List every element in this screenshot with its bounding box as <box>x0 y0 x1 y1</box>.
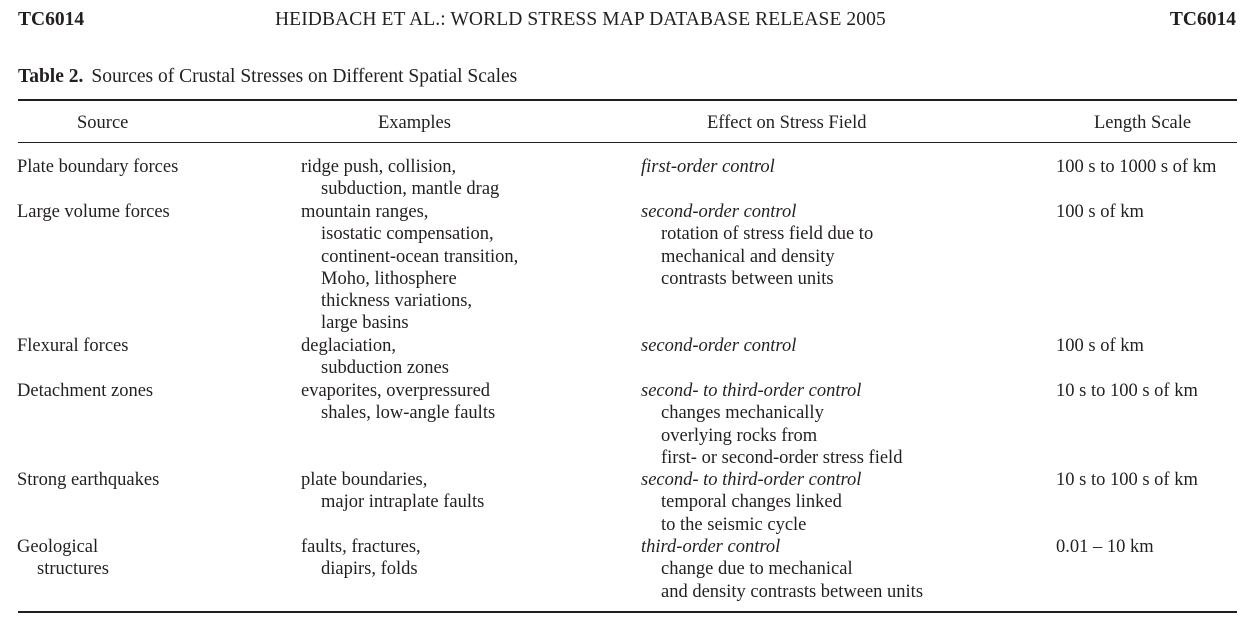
cell-effect <box>641 536 923 603</box>
cell-source <box>17 335 128 357</box>
column-header-examples: Examples <box>378 113 451 133</box>
column-header-length: Length Scale <box>1094 113 1192 133</box>
cell-length-scale <box>1056 335 1144 357</box>
cell-source <box>17 156 178 178</box>
examples-text: diapirs, folds <box>321 559 418 580</box>
examples-text: continent-ocean transition, <box>321 246 519 267</box>
examples-text: deglaciation, <box>301 336 397 356</box>
source-text: Large volume forces <box>17 202 170 222</box>
effect-detail-text: changes mechanically <box>661 403 824 424</box>
cell-effect <box>641 469 861 536</box>
cell-source <box>17 469 159 491</box>
cell-examples <box>301 335 449 380</box>
cell-examples <box>301 156 499 201</box>
effect-order-text: second-order control <box>641 202 797 222</box>
table-bottom-rule <box>18 611 1237 613</box>
length-scale-text: 0.01 – 10 km <box>1056 537 1154 557</box>
source-text: Flexural forces <box>17 336 129 356</box>
cell-length-scale <box>1056 156 1216 178</box>
examples-text: subduction zones <box>321 358 449 379</box>
examples-text: mountain ranges, <box>301 202 429 222</box>
cell-examples <box>301 201 518 335</box>
length-scale-text: 10 s to 100 s of km <box>1056 381 1198 401</box>
effect-detail-text: and density contrasts between units <box>661 581 924 602</box>
effect-order-text: second- to third-order control <box>641 470 862 490</box>
cell-effect <box>641 156 775 178</box>
examples-text: thickness variations, <box>321 291 473 312</box>
effect-detail-text: temporal changes linked <box>661 492 842 513</box>
length-scale-text: 100 s to 1000 s of km <box>1056 157 1217 177</box>
article-id-left: TC6014 <box>18 9 85 30</box>
examples-text: major intraplate faults <box>321 492 485 513</box>
table-caption-text: Sources of Crustal Stresses on Different Spatial Scales <box>91 66 518 87</box>
examples-text: faults, fractures, <box>301 537 421 557</box>
cell-length-scale <box>1056 469 1198 491</box>
table-label: Table 2. <box>18 66 84 87</box>
table-header-rule <box>18 142 1237 143</box>
effect-detail-text: to the seismic cycle <box>661 514 807 535</box>
length-scale-text: 100 s of km <box>1056 336 1144 356</box>
cell-examples <box>301 380 495 425</box>
examples-text: shales, low-angle faults <box>321 403 496 424</box>
effect-detail-text: mechanical and density <box>661 246 835 267</box>
cell-length-scale <box>1056 380 1198 402</box>
cell-effect <box>641 201 873 290</box>
source-text: Plate boundary forces <box>17 157 179 177</box>
effect-detail-text: rotation of stress field due to <box>661 224 874 245</box>
effect-detail-text: contrasts between units <box>661 268 834 289</box>
examples-text: subduction, mantle drag <box>321 179 500 200</box>
article-id-right: TC6014 <box>1169 9 1236 30</box>
running-header <box>18 9 1236 33</box>
examples-text: evaporites, overpressured <box>301 381 491 401</box>
effect-order-text: second-order control <box>641 336 797 356</box>
examples-text: large basins <box>321 313 409 334</box>
running-title: HEIDBACH ET AL.: WORLD STRESS MAP DATABASE RELEASE 2005 <box>275 9 886 30</box>
cell-length-scale <box>1056 536 1154 558</box>
cell-length-scale <box>1056 201 1144 223</box>
table-top-rule <box>18 99 1237 101</box>
cell-examples <box>301 469 484 514</box>
effect-detail-text: first- or second-order stress field <box>661 447 903 468</box>
examples-text: plate boundaries, <box>301 470 428 490</box>
effect-order-text: first-order control <box>641 157 775 177</box>
column-header-source: Source <box>77 113 129 133</box>
source-text: Geological <box>17 537 99 557</box>
effect-detail-text: overlying rocks from <box>661 425 818 446</box>
length-scale-text: 10 s to 100 s of km <box>1056 470 1198 490</box>
effect-detail-text: change due to mechanical <box>661 559 853 580</box>
examples-text: Moho, lithosphere <box>321 268 457 289</box>
effect-order-text: second- to third-order control <box>641 381 862 401</box>
examples-text: isostatic compensation, <box>321 224 494 245</box>
table-caption <box>18 66 517 88</box>
cell-source <box>17 201 170 223</box>
source-text: Detachment zones <box>17 381 154 401</box>
length-scale-text: 100 s of km <box>1056 202 1144 222</box>
cell-examples <box>301 536 421 581</box>
source-text: structures <box>37 559 109 580</box>
cell-effect <box>641 335 796 357</box>
examples-text: ridge push, collision, <box>301 157 457 177</box>
source-text: Strong earthquakes <box>17 470 160 490</box>
effect-order-text: third-order control <box>641 537 781 557</box>
column-header-effect: Effect on Stress Field <box>707 113 867 133</box>
cell-source <box>17 380 153 402</box>
cell-effect <box>641 380 902 469</box>
cell-source <box>17 536 109 581</box>
